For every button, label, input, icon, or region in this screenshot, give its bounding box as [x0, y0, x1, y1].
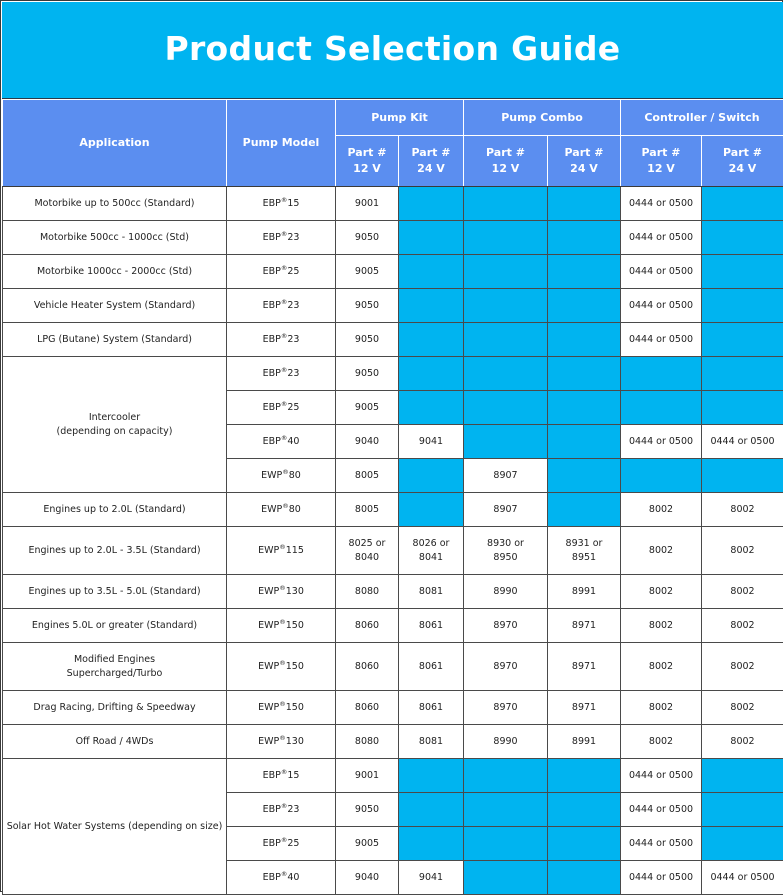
- part-number-cell: 8061: [399, 609, 464, 643]
- empty-cell: [464, 759, 548, 793]
- empty-cell: [702, 793, 783, 827]
- registered-mark: ®: [279, 542, 286, 550]
- model-number: 80: [289, 504, 301, 515]
- pump-model-cell: [227, 323, 336, 357]
- part-number-cell: 8990: [464, 575, 548, 609]
- application-cell: Engines up to 3.5L - 5.0L (Standard): [3, 575, 227, 609]
- model-prefix: EBP: [263, 770, 281, 781]
- pump-model-cell: [227, 827, 336, 861]
- pump-model-cell: [227, 391, 336, 425]
- empty-cell: [548, 255, 621, 289]
- model-number: 115: [286, 545, 304, 556]
- empty-cell: [399, 759, 464, 793]
- part-number-cell: 9050: [336, 323, 399, 357]
- part-number-cell: 8931 or 8951: [548, 527, 621, 575]
- empty-cell: [399, 493, 464, 527]
- empty-cell: [464, 357, 548, 391]
- empty-cell: [702, 759, 783, 793]
- model-prefix: EBP: [263, 198, 281, 209]
- part-number-cell: 8002: [621, 493, 702, 527]
- pump-model-cell: [227, 221, 336, 255]
- part-number-cell: 8060: [336, 609, 399, 643]
- empty-cell: [621, 357, 702, 391]
- empty-cell: [702, 827, 783, 861]
- model-prefix: EBP: [263, 266, 281, 277]
- part-number-cell: 0444 or 0500: [621, 425, 702, 459]
- model-prefix: EBP: [263, 334, 281, 345]
- application-cell: Modified Engines Supercharged/Turbo: [3, 643, 227, 691]
- empty-cell: [464, 255, 548, 289]
- part-number-cell: 9005: [336, 391, 399, 425]
- empty-cell: [464, 323, 548, 357]
- empty-cell: [399, 827, 464, 861]
- model-prefix: EBP: [263, 300, 281, 311]
- pump-model-cell: [227, 187, 336, 221]
- model-prefix: EBP: [263, 368, 281, 379]
- header-kit-part-24v: Part # 24 V: [399, 136, 464, 187]
- empty-cell: [548, 187, 621, 221]
- empty-cell: [548, 425, 621, 459]
- model-prefix: EWP: [258, 545, 279, 556]
- part-number-cell: 8025 or 8040: [336, 527, 399, 575]
- title-banner: [2, 2, 783, 99]
- part-number-cell: 8061: [399, 691, 464, 725]
- part-number-cell: 0444 or 0500: [621, 221, 702, 255]
- registered-mark: ®: [281, 331, 288, 339]
- registered-mark: ®: [279, 617, 286, 625]
- empty-cell: [399, 187, 464, 221]
- table-row: [3, 527, 783, 575]
- model-number: 40: [287, 872, 299, 883]
- model-number: 25: [287, 266, 299, 277]
- empty-cell: [464, 221, 548, 255]
- pump-model-cell: [227, 609, 336, 643]
- part-number-cell: 8991: [548, 575, 621, 609]
- registered-mark: ®: [281, 835, 288, 843]
- table-row: [3, 187, 783, 221]
- registered-mark: ®: [281, 263, 288, 271]
- model-number: 25: [287, 838, 299, 849]
- empty-cell: [464, 793, 548, 827]
- empty-cell: [548, 493, 621, 527]
- model-number: 25: [287, 402, 299, 413]
- application-cell: Engines up to 2.0L - 3.5L (Standard): [3, 527, 227, 575]
- empty-cell: [702, 459, 783, 493]
- model-number: 15: [287, 198, 299, 209]
- empty-cell: [548, 357, 621, 391]
- part-number-cell: 0444 or 0500: [702, 861, 783, 895]
- part-number-cell: 8081: [399, 575, 464, 609]
- part-number-cell: 8081: [399, 725, 464, 759]
- empty-cell: [399, 323, 464, 357]
- application-cell: Off Road / 4WDs: [3, 725, 227, 759]
- part-number-cell: 8002: [621, 691, 702, 725]
- part-number-cell: 8080: [336, 575, 399, 609]
- registered-mark: ®: [279, 583, 286, 591]
- header-pump-model: Pump Model: [227, 100, 336, 187]
- empty-cell: [702, 391, 783, 425]
- part-number-cell: 9050: [336, 357, 399, 391]
- empty-cell: [621, 391, 702, 425]
- header-pump-kit: Pump Kit: [336, 100, 464, 136]
- table-body: [3, 187, 783, 895]
- model-prefix: EBP: [263, 838, 281, 849]
- registered-mark: ®: [279, 733, 286, 741]
- table-row: [3, 725, 783, 759]
- empty-cell: [399, 255, 464, 289]
- model-number: 23: [287, 232, 299, 243]
- part-number-cell: 8002: [702, 643, 783, 691]
- empty-cell: [548, 861, 621, 895]
- part-number-cell: 9050: [336, 289, 399, 323]
- part-number-cell: 8002: [621, 609, 702, 643]
- empty-cell: [702, 289, 783, 323]
- part-number-cell: 9050: [336, 221, 399, 255]
- pump-model-cell: [227, 575, 336, 609]
- empty-cell: [464, 861, 548, 895]
- registered-mark: ®: [281, 767, 288, 775]
- part-number-cell: 8002: [702, 493, 783, 527]
- table-row: [3, 289, 783, 323]
- registered-mark: ®: [281, 229, 288, 237]
- pump-model-cell: [227, 793, 336, 827]
- model-number: 150: [286, 661, 304, 672]
- registered-mark: ®: [281, 195, 288, 203]
- registered-mark: ®: [281, 297, 288, 305]
- part-number-cell: 8990: [464, 725, 548, 759]
- empty-cell: [399, 391, 464, 425]
- part-number-cell: 8970: [464, 691, 548, 725]
- empty-cell: [399, 793, 464, 827]
- part-number-cell: 8061: [399, 643, 464, 691]
- part-number-cell: 9001: [336, 759, 399, 793]
- part-number-cell: 0444 or 0500: [621, 289, 702, 323]
- empty-cell: [702, 323, 783, 357]
- application-cell: Motorbike up to 500cc (Standard): [3, 187, 227, 221]
- model-prefix: EWP: [258, 661, 279, 672]
- model-number: 23: [287, 368, 299, 379]
- empty-cell: [464, 289, 548, 323]
- pump-model-cell: [227, 255, 336, 289]
- empty-cell: [548, 323, 621, 357]
- pump-model-cell: [227, 493, 336, 527]
- part-number-cell: 0444 or 0500: [702, 425, 783, 459]
- part-number-cell: 8005: [336, 493, 399, 527]
- empty-cell: [702, 187, 783, 221]
- empty-cell: [548, 759, 621, 793]
- header-application: Application: [3, 100, 227, 187]
- table-row: [3, 691, 783, 725]
- part-number-cell: 9041: [399, 425, 464, 459]
- pump-model-cell: [227, 691, 336, 725]
- empty-cell: [399, 357, 464, 391]
- empty-cell: [702, 255, 783, 289]
- part-number-cell: 8971: [548, 643, 621, 691]
- model-prefix: EBP: [263, 232, 281, 243]
- table-row: [3, 323, 783, 357]
- table-row: [3, 609, 783, 643]
- empty-cell: [464, 827, 548, 861]
- part-number-cell: 8970: [464, 609, 548, 643]
- empty-cell: [399, 459, 464, 493]
- model-number: 23: [287, 334, 299, 345]
- application-cell: Intercooler (depending on capacity): [3, 357, 227, 493]
- application-cell: Motorbike 500cc - 1000cc (Std): [3, 221, 227, 255]
- empty-cell: [548, 221, 621, 255]
- empty-cell: [399, 289, 464, 323]
- header-controller-switch: Controller / Switch: [621, 100, 783, 136]
- pump-model-cell: [227, 861, 336, 895]
- application-cell: Vehicle Heater System (Standard): [3, 289, 227, 323]
- model-prefix: EBP: [263, 436, 281, 447]
- empty-cell: [548, 793, 621, 827]
- application-cell: LPG (Butane) System (Standard): [3, 323, 227, 357]
- part-number-cell: 0444 or 0500: [621, 759, 702, 793]
- registered-mark: ®: [279, 699, 286, 707]
- model-prefix: EWP: [258, 736, 279, 747]
- part-number-cell: 8060: [336, 691, 399, 725]
- part-number-cell: 8002: [702, 527, 783, 575]
- table-row: [3, 221, 783, 255]
- application-cell: Drag Racing, Drifting & Speedway: [3, 691, 227, 725]
- model-prefix: EBP: [263, 402, 281, 413]
- table-row: [3, 493, 783, 527]
- empty-cell: [548, 459, 621, 493]
- selection-table: [2, 99, 783, 895]
- table-row: [3, 357, 783, 391]
- model-number: 40: [287, 436, 299, 447]
- pump-model-cell: [227, 759, 336, 793]
- empty-cell: [464, 187, 548, 221]
- application-cell: Engines 5.0L or greater (Standard): [3, 609, 227, 643]
- header-controller-part-24v: Part # 24 V: [702, 136, 783, 187]
- part-number-cell: 9001: [336, 187, 399, 221]
- empty-cell: [464, 425, 548, 459]
- part-number-cell: 8080: [336, 725, 399, 759]
- part-number-cell: 8971: [548, 691, 621, 725]
- empty-cell: [621, 459, 702, 493]
- registered-mark: ®: [281, 801, 288, 809]
- part-number-cell: 8991: [548, 725, 621, 759]
- registered-mark: ®: [281, 433, 288, 441]
- part-number-cell: 9040: [336, 861, 399, 895]
- model-prefix: EWP: [261, 504, 282, 515]
- header-combo-part-24v: Part # 24 V: [548, 136, 621, 187]
- pump-model-cell: [227, 357, 336, 391]
- registered-mark: ®: [282, 501, 289, 509]
- part-number-cell: 8971: [548, 609, 621, 643]
- registered-mark: ®: [281, 399, 288, 407]
- empty-cell: [464, 391, 548, 425]
- registered-mark: ®: [282, 467, 289, 475]
- empty-cell: [702, 357, 783, 391]
- model-prefix: EWP: [261, 470, 282, 481]
- part-number-cell: 0444 or 0500: [621, 793, 702, 827]
- application-cell: Motorbike 1000cc - 2000cc (Std): [3, 255, 227, 289]
- pump-model-cell: [227, 643, 336, 691]
- model-prefix: EWP: [258, 620, 279, 631]
- part-number-cell: 8005: [336, 459, 399, 493]
- application-cell: Solar Hot Water Systems (depending on size): [3, 759, 227, 895]
- part-number-cell: 0444 or 0500: [621, 255, 702, 289]
- part-number-cell: 8002: [702, 691, 783, 725]
- part-number-cell: 9005: [336, 255, 399, 289]
- part-number-cell: 9050: [336, 793, 399, 827]
- model-prefix: EBP: [263, 872, 281, 883]
- header-combo-part-12v: Part # 12 V: [464, 136, 548, 187]
- part-number-cell: 8026 or 8041: [399, 527, 464, 575]
- part-number-cell: 0444 or 0500: [621, 861, 702, 895]
- part-number-cell: 0444 or 0500: [621, 827, 702, 861]
- pump-model-cell: [227, 459, 336, 493]
- page-title: Product Selection Guide: [164, 29, 620, 68]
- header-pump-combo: Pump Combo: [464, 100, 621, 136]
- model-number: 15: [287, 770, 299, 781]
- part-number-cell: 9041: [399, 861, 464, 895]
- part-number-cell: 8002: [621, 725, 702, 759]
- part-number-cell: 8970: [464, 643, 548, 691]
- part-number-cell: 8907: [464, 459, 548, 493]
- empty-cell: [548, 289, 621, 323]
- part-number-cell: 8060: [336, 643, 399, 691]
- part-number-cell: 9005: [336, 827, 399, 861]
- part-number-cell: 0444 or 0500: [621, 323, 702, 357]
- table-row: [3, 575, 783, 609]
- empty-cell: [548, 391, 621, 425]
- registered-mark: ®: [279, 658, 286, 666]
- pump-model-cell: [227, 289, 336, 323]
- registered-mark: ®: [281, 869, 288, 877]
- empty-cell: [702, 221, 783, 255]
- model-prefix: EBP: [263, 804, 281, 815]
- pump-model-cell: [227, 527, 336, 575]
- part-number-cell: 0444 or 0500: [621, 187, 702, 221]
- model-number: 150: [286, 702, 304, 713]
- table-row: [3, 643, 783, 691]
- registered-mark: ®: [281, 365, 288, 373]
- model-number: 130: [286, 586, 304, 597]
- part-number-cell: 8002: [621, 527, 702, 575]
- table-row: [3, 255, 783, 289]
- model-prefix: EWP: [258, 586, 279, 597]
- pump-model-cell: [227, 425, 336, 459]
- empty-cell: [399, 221, 464, 255]
- part-number-cell: 9040: [336, 425, 399, 459]
- part-number-cell: 8002: [621, 575, 702, 609]
- application-cell: Engines up to 2.0L (Standard): [3, 493, 227, 527]
- pump-model-cell: [227, 725, 336, 759]
- model-number: 130: [286, 736, 304, 747]
- part-number-cell: 8002: [702, 575, 783, 609]
- part-number-cell: 8002: [621, 643, 702, 691]
- part-number-cell: 8930 or 8950: [464, 527, 548, 575]
- model-number: 23: [287, 300, 299, 311]
- part-number-cell: 8002: [702, 609, 783, 643]
- part-number-cell: 8002: [702, 725, 783, 759]
- header-kit-part-12v: Part # 12 V: [336, 136, 399, 187]
- model-number: 23: [287, 804, 299, 815]
- model-number: 150: [286, 620, 304, 631]
- part-number-cell: 8907: [464, 493, 548, 527]
- model-prefix: EWP: [258, 702, 279, 713]
- model-number: 80: [289, 470, 301, 481]
- header-controller-part-12v: Part # 12 V: [621, 136, 702, 187]
- empty-cell: [548, 827, 621, 861]
- table-row: [3, 759, 783, 793]
